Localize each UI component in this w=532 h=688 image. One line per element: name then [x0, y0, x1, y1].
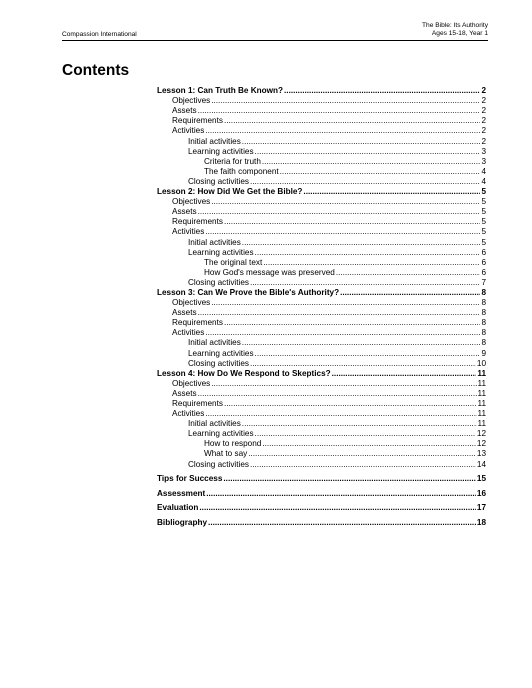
toc-entry-label: Activities	[172, 409, 205, 419]
toc-entry[interactable]	[157, 298, 486, 308]
toc-entry-label: Initial activities	[188, 136, 241, 146]
toc-entry[interactable]	[157, 518, 486, 528]
toc-entry[interactable]	[157, 227, 486, 237]
table-of-contents	[157, 86, 486, 528]
toc-entry[interactable]	[157, 409, 486, 419]
toc-dot-leader	[198, 308, 481, 318]
toc-entry[interactable]	[157, 96, 486, 106]
toc-entry-label: Requirements	[172, 318, 223, 328]
header-right	[422, 22, 488, 38]
toc-entry-label: Assessment	[157, 488, 206, 498]
toc-entry-page: 11	[477, 378, 486, 388]
toc-dot-leader	[242, 419, 477, 429]
toc-dot-leader	[280, 167, 481, 177]
toc-entry[interactable]	[157, 116, 486, 126]
toc-entry-page: 2	[481, 86, 486, 96]
toc-entry-label: The original text	[204, 257, 263, 267]
toc-entry[interactable]	[157, 86, 486, 96]
toc-entry[interactable]	[157, 207, 486, 217]
toc-entry-label: Lesson 3: Can We Prove the Bible's Authority?	[157, 287, 340, 297]
toc-entry[interactable]	[157, 278, 486, 288]
toc-entry-label: Objectives	[172, 197, 211, 207]
toc-entry-page: 8	[481, 298, 486, 308]
toc-dot-leader	[224, 217, 480, 227]
toc-dot-leader	[340, 288, 480, 298]
toc-entry[interactable]	[157, 379, 486, 389]
header-org: Compassion International	[62, 31, 137, 38]
toc-entry-page: 12	[476, 439, 486, 449]
toc-entry-label: Lesson 4: How Do We Respond to Skeptics?	[157, 368, 331, 378]
toc-entry-page: 3	[481, 146, 486, 156]
toc-entry[interactable]	[157, 399, 486, 409]
toc-dot-leader	[205, 227, 480, 237]
toc-dot-leader	[263, 258, 480, 268]
toc-entry-page: 7	[481, 277, 486, 287]
toc-entry-label: Learning activities	[188, 348, 254, 358]
toc-dot-leader	[242, 338, 481, 348]
toc-entry-label: Closing activities	[188, 176, 249, 186]
toc-entry-label: Requirements	[172, 116, 223, 126]
toc-dot-leader	[211, 96, 480, 106]
toc-entry[interactable]	[157, 348, 486, 358]
toc-entry-page: 5	[481, 207, 486, 217]
toc-entry-page: 2	[481, 126, 486, 136]
toc-entry[interactable]	[157, 288, 486, 298]
toc-entry-page: 11	[477, 368, 486, 378]
toc-entry-page: 4	[481, 166, 486, 176]
toc-entry[interactable]	[157, 474, 486, 484]
toc-entry-label: Activities	[172, 126, 205, 136]
page-header	[62, 22, 488, 41]
toc-entry-page: 15	[476, 474, 486, 484]
toc-entry-label: The faith component	[204, 166, 279, 176]
header-audience: Ages 15-18, Year 1	[431, 30, 488, 37]
toc-entry[interactable]	[157, 248, 486, 258]
toc-entry-page: 11	[477, 388, 486, 398]
toc-dot-leader	[255, 248, 481, 258]
toc-entry[interactable]	[157, 177, 486, 187]
toc-entry-label: How God's message was preserved	[204, 267, 335, 277]
toc-entry-page: 2	[481, 106, 486, 116]
toc-entry-page: 11	[477, 409, 486, 419]
toc-entry[interactable]	[157, 369, 486, 379]
toc-entry-page: 5	[481, 227, 486, 237]
toc-dot-leader	[303, 187, 480, 197]
toc-entry-label: Assets	[172, 106, 197, 116]
toc-entry[interactable]	[157, 258, 486, 268]
toc-entry-page: 17	[476, 503, 486, 513]
toc-entry-page: 8	[481, 328, 486, 338]
toc-entry[interactable]	[157, 217, 486, 227]
toc-dot-leader	[262, 157, 481, 167]
toc-entry-label: Objectives	[172, 378, 211, 388]
toc-entry-label: Activities	[172, 227, 205, 237]
toc-entry-label: Initial activities	[188, 338, 241, 348]
toc-dot-leader	[255, 349, 481, 359]
toc-entry-label: How to respond	[204, 439, 262, 449]
toc-dot-leader	[211, 197, 480, 207]
toc-entry-label: Closing activities	[188, 277, 249, 287]
toc-entry-label: Objectives	[172, 96, 211, 106]
toc-entry-page: 6	[481, 267, 486, 277]
toc-dot-leader	[336, 268, 481, 278]
toc-entry-page: 8	[481, 318, 486, 328]
toc-entry-label: Learning activities	[188, 429, 254, 439]
toc-entry-page: 8	[481, 308, 486, 318]
toc-entry-label: Learning activities	[188, 146, 254, 156]
toc-entry-page: 11	[477, 419, 486, 429]
toc-dot-leader	[205, 328, 480, 338]
toc-entry[interactable]	[157, 136, 486, 146]
toc-entry[interactable]	[157, 308, 486, 318]
toc-entry[interactable]	[157, 489, 486, 499]
toc-entry[interactable]	[157, 106, 486, 116]
toc-entry[interactable]	[157, 503, 486, 513]
toc-dot-leader	[198, 207, 481, 217]
toc-dot-leader	[250, 460, 476, 470]
toc-dot-leader	[208, 518, 476, 528]
toc-entry-page: 3	[481, 156, 486, 166]
toc-entry-page: 6	[481, 247, 486, 257]
toc-dot-leader	[284, 86, 480, 96]
toc-dot-leader	[250, 359, 476, 369]
toc-entry[interactable]	[157, 429, 486, 439]
toc-dot-leader	[255, 429, 476, 439]
toc-dot-leader	[250, 177, 480, 187]
toc-dot-leader	[198, 106, 481, 116]
toc-entry-page: 11	[477, 399, 486, 408]
toc-entry-label: Bibliography	[157, 517, 208, 527]
toc-entry-page: 5	[481, 197, 486, 207]
toc-entry-label: Closing activities	[188, 358, 249, 368]
toc-dot-leader	[224, 399, 477, 409]
toc-entry[interactable]	[157, 449, 486, 459]
toc-entry-page: 2	[481, 136, 486, 146]
toc-entry[interactable]	[157, 419, 486, 429]
toc-entry[interactable]	[157, 338, 486, 348]
toc-entry-label: Initial activities	[188, 237, 241, 247]
toc-entry-page: 9	[481, 348, 486, 358]
toc-entry-label: Requirements	[172, 399, 223, 408]
toc-entry[interactable]	[157, 237, 486, 247]
toc-entry-page: 2	[481, 96, 486, 106]
toc-dot-leader	[205, 409, 476, 419]
toc-dot-leader	[262, 439, 476, 449]
toc-entry[interactable]	[157, 147, 486, 157]
toc-dot-leader	[242, 238, 481, 248]
toc-dot-leader	[255, 147, 481, 157]
toc-dot-leader	[198, 389, 477, 399]
toc-entry[interactable]	[157, 157, 486, 167]
toc-entry-label: Tips for Success	[157, 474, 223, 484]
toc-entry-label: Activities	[172, 328, 205, 338]
toc-dot-leader	[206, 489, 476, 499]
toc-entry-page: 18	[476, 517, 486, 527]
toc-entry[interactable]	[157, 126, 486, 136]
toc-dot-leader	[211, 298, 480, 308]
toc-entry[interactable]	[157, 328, 486, 338]
toc-entry-label: Lesson 1: Can Truth Be Known?	[157, 86, 284, 96]
toc-entry-page: 10	[476, 358, 486, 368]
toc-entry[interactable]	[157, 167, 486, 177]
toc-dot-leader	[211, 379, 476, 389]
toc-entry-page: 5	[481, 217, 486, 227]
toc-entry-label: Evaluation	[157, 503, 199, 513]
toc-entry-page: 8	[481, 287, 486, 297]
toc-entry-page: 5	[481, 237, 486, 247]
toc-dot-leader	[242, 137, 481, 147]
toc-entry-label: Requirements	[172, 217, 223, 227]
toc-entry-page: 8	[481, 338, 486, 348]
toc-dot-leader	[223, 474, 476, 484]
toc-dot-leader	[332, 369, 477, 379]
toc-entry[interactable]	[157, 268, 486, 278]
toc-entry[interactable]	[157, 197, 486, 207]
page-title: Contents	[62, 62, 130, 79]
toc-dot-leader	[224, 116, 480, 126]
toc-entry-label: Assets	[172, 207, 197, 217]
toc-entry-label: Assets	[172, 308, 197, 318]
toc-entry-page: 16	[476, 488, 486, 498]
toc-entry-label: Initial activities	[188, 419, 241, 429]
toc-dot-leader	[199, 503, 475, 513]
toc-entry-label: Lesson 2: How Did We Get the Bible?	[157, 187, 303, 197]
toc-entry-page: 13	[476, 449, 486, 459]
toc-entry[interactable]	[157, 439, 486, 449]
toc-entry-label: Criteria for truth	[204, 156, 261, 166]
toc-entry-label: Learning activities	[188, 247, 254, 257]
toc-dot-leader	[248, 449, 476, 459]
toc-entry-label: Objectives	[172, 298, 211, 308]
toc-entry[interactable]	[157, 318, 486, 328]
toc-entry[interactable]	[157, 389, 486, 399]
toc-entry-page: 12	[476, 429, 486, 439]
toc-entry-label: Closing activities	[188, 459, 249, 469]
toc-entry[interactable]	[157, 187, 486, 197]
toc-entry-label: What to say	[204, 449, 248, 459]
header-doc-title: The Bible: Its Authority	[422, 22, 488, 29]
toc-entry[interactable]	[157, 359, 486, 369]
toc-entry-page: 4	[481, 176, 486, 186]
toc-entry-page: 6	[481, 257, 486, 267]
toc-entry-page: 2	[481, 116, 486, 126]
toc-dot-leader	[205, 126, 480, 136]
toc-entry-label: Assets	[172, 388, 197, 398]
toc-dot-leader	[224, 318, 480, 328]
toc-entry-page: 5	[481, 187, 486, 197]
toc-entry-page: 14	[476, 459, 486, 469]
toc-entry[interactable]	[157, 459, 486, 469]
toc-dot-leader	[250, 278, 480, 288]
